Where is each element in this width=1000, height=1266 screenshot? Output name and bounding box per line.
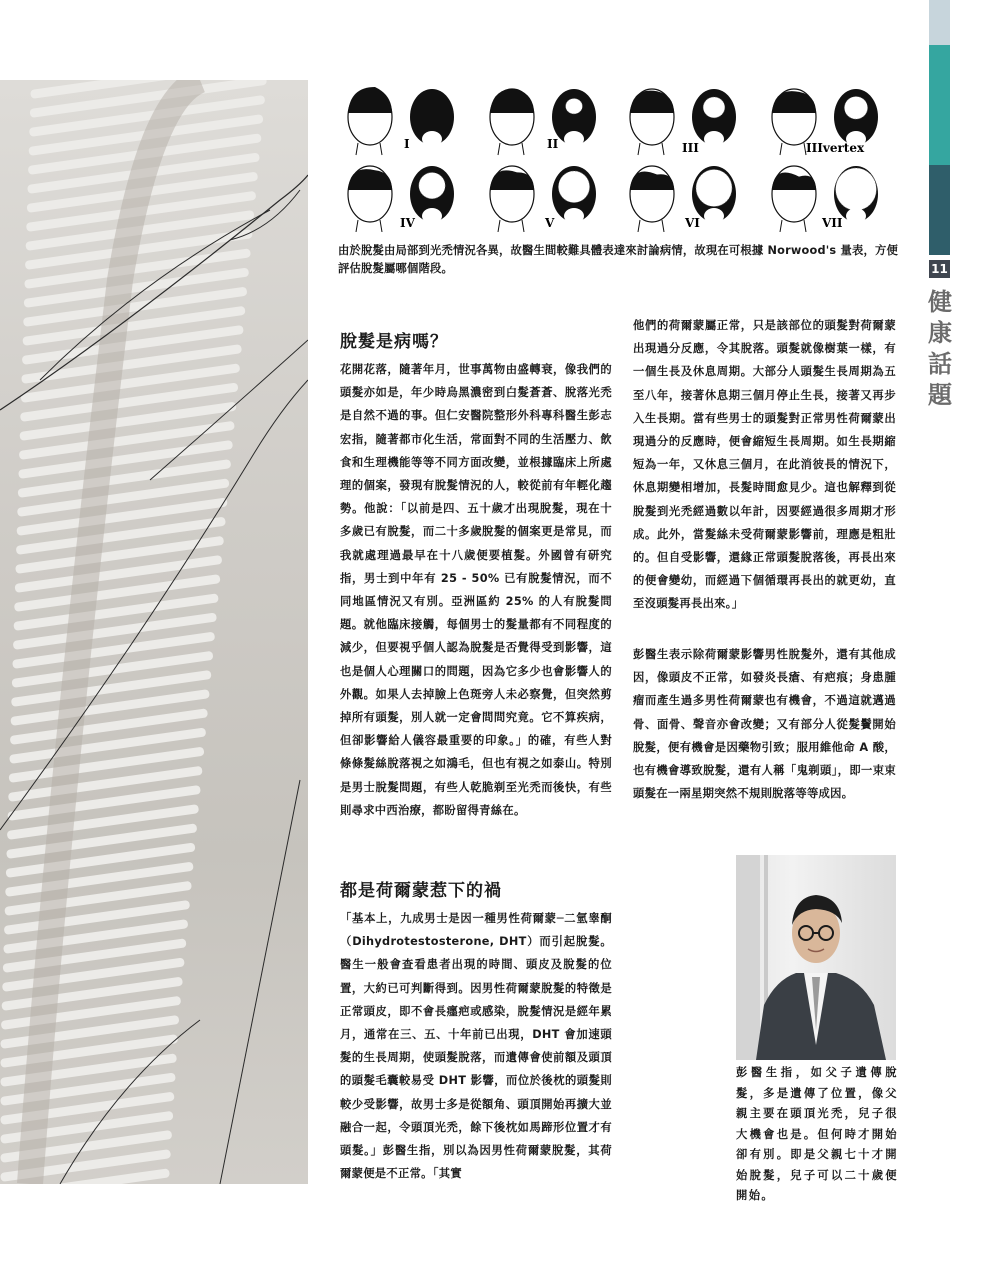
side-bar-segment-teal [929,45,950,165]
norwood-profile-head [490,89,534,155]
norwood-label-6: VI [685,216,700,230]
norwood-top-head [410,166,454,224]
section-label: 健康話題 [928,287,952,409]
norwood-top-head [834,89,878,147]
norwood-label-3v: IIIvertex [806,141,865,155]
comb-tooth [23,267,249,307]
doctor-photo [736,855,896,1060]
norwood-top-head [552,166,596,224]
section2-paragraph: 「基本上，九成男士是因一種男性荷爾蒙─二氫睾酮（Dihydrotestosterone, DHT）而引起脫髮。醫生一般會查看患者出現的時間、頭皮及脫髮的位置，大約已可判斷得到。因男性荷爾蒙脫髮的特徵是正常頭皮，即不會長癦疤或感染，脫髮情況是經年累月，通常在三、五、十年前已出現，DHT 會加速頭髮的生長周期，使頭髮脫落，而遺傳會使前額及頭頂的頭髮毛囊較易受 DHT 影響，而位於後枕的頭髮則較少受影響，故男士多是從額角、頭頂開始再擴大並融合一起，令頭頂光禿，餘下後枕如馬蹄形位置才有頭髮。」彭醫生指，別以為因男性荷爾蒙脫髮，其荷爾蒙便是不正常。「其實 [340,912,612,1181]
norwood-label-3: III [682,141,699,155]
comb-tooth [16,497,228,535]
norwood-top-head [692,89,736,147]
comb-tooth [14,555,222,593]
side-bar-segment-light [929,0,950,45]
norwood-profile-head [348,87,392,155]
norwood-label-5: V [545,216,555,230]
norwood-caption: 由於脫髮由局部到光禿情況各異，故醫生間較難具體表達來討論病情，故現在可根據 Norwood's 量表，方便評估脫髮屬哪個階段。 [338,244,898,275]
page-number: 11 [929,260,950,278]
norwood-label-7: VII [822,216,843,230]
comb-tooth [17,459,231,498]
norwood-profile-head [490,166,534,232]
comb-tooth [17,478,230,517]
norwood-profile-head [630,166,674,232]
column2-paragraph2: 彭醫生表示除荷爾蒙影響男性脫髮外，還有其他成因，像頭皮不正常，如發炎長瘡、有疤痕；身患腫瘤而產生過多男性荷爾蒙也有機會，不過這就邁過骨、面骨、聲音亦會改變；又有部分人從髮鬢開始脫髮，便有機會是因藥物引致；服用維他命 A 酸，也有機會導致脫髮，還有人稱「鬼剃頭」，即一束束頭髮在一兩星期突然不規則脫落等等成因。 [633,648,896,801]
comb-tooth [18,440,233,479]
norwood-top-head [552,89,596,147]
doctor-caption: 彭醫生指，如父子遺傳脫髮，多是遺傳了位置，像父親主要在頭頂光禿，兒子很大機會也是。但何時才開始卻有別。即是父親七十才開始脫髮，兒子可以二十歲便開始。 [736,1066,898,1202]
comb-tooth [23,287,248,327]
norwood-label-2: II [547,137,559,151]
section1-paragraph: 花開花落，隨著年月，世事萬物由盛轉衰，像我們的頭髮亦如是，年少時烏黑濃密到白髮蒼蒼、脫落光禿是自然不過的事。但仁安醫院整形外科專科醫生彭志宏指，隨著都市化生活，常面對不同的生活壓力、飲食和生理機能等等不同方面改變，並根據臨床上所處理的個案，發現有脫髮情況的人，較從前有年輕化趨勢。他說：「以前是四、五十歲才出現脫髮，現在十多歲已有脫髮，而二十多歲脫髮的個案更是常見，而我就處理過最早在十八歲便要植髮。外國曾有研究指，男士到中年有 25 - 50% 已有脫髮情況，而不同地區情況又有別。亞洲區約 25% 的人有脫髮問題。就他臨床接觸，每個男士的髮量都有不同程度的減少，但要視乎個人認為脫髮是否覺得受到影響，這也是個人心理關口的問題，因為它多少也會影響人的外觀。如果人去掉臉上色斑旁人未必察覺，但突然剪掉所有頭髮，別人就一定會問問究竟。它不算疾病，但卻影響給人儀容最重要的印象。」的確，有些人對條條髮絲脫落視之如鴻毛，但也有視之如泰山。特別是男士脫髮問題，有些人乾脆剃至光禿而後快，有些則尋求中西治療，都盼留得青絲在。 [340,363,612,817]
comb-tooth [15,536,224,574]
norwood-scale-diagram [342,82,897,232]
comb-tooth [19,421,235,460]
side-bar-segment-dark [929,165,950,255]
norwood-top-head [410,89,454,147]
comb-tooth [21,344,242,384]
norwood-profile-head [348,166,392,232]
norwood-profile-head [772,166,816,232]
comb-tooth [22,306,245,346]
comb-photo [0,80,308,1184]
comb-tooth [20,382,239,421]
norwood-profile-head [630,89,674,155]
section1-heading: 脫髮是病嗎？ [340,332,448,352]
norwood-label-1: I [404,137,410,151]
comb-tooth [19,402,237,441]
comb-tooth [20,363,240,403]
comb-tooth [22,325,244,365]
norwood-label-4: IV [400,216,415,230]
column2-paragraph1: 他們的荷爾蒙屬正常，只是該部位的頭髮對荷爾蒙出現過分反應，令其脫落。頭髮就像樹葉一樣，有一個生長及休息周期。大部分人頭髮生長周期為五至八年，接著休息期三個月停止生長，接著又再步入生長期。當有些男士的頭髮對正常男性荷爾蒙出現過分的反應時，便會縮短生長周期。如生長期縮短為一年，又休息三個月，在此消彼長的情況下，休息期變相增加，長髮時間愈見少。這也解釋到從脫髮到光禿經過數以年計，因要經過很多周期才形成。此外，當髮絲未受荷爾蒙影響前，理應是粗壯的。但自受影響，還緣正常頭髮脫落後，再長出來的便會變幼，而經過下個循環再長出的就更幼，直至沒頭髮再長出來。」 [633,319,896,611]
section2-heading: 都是荷爾蒙惹下的禍 [340,881,502,901]
